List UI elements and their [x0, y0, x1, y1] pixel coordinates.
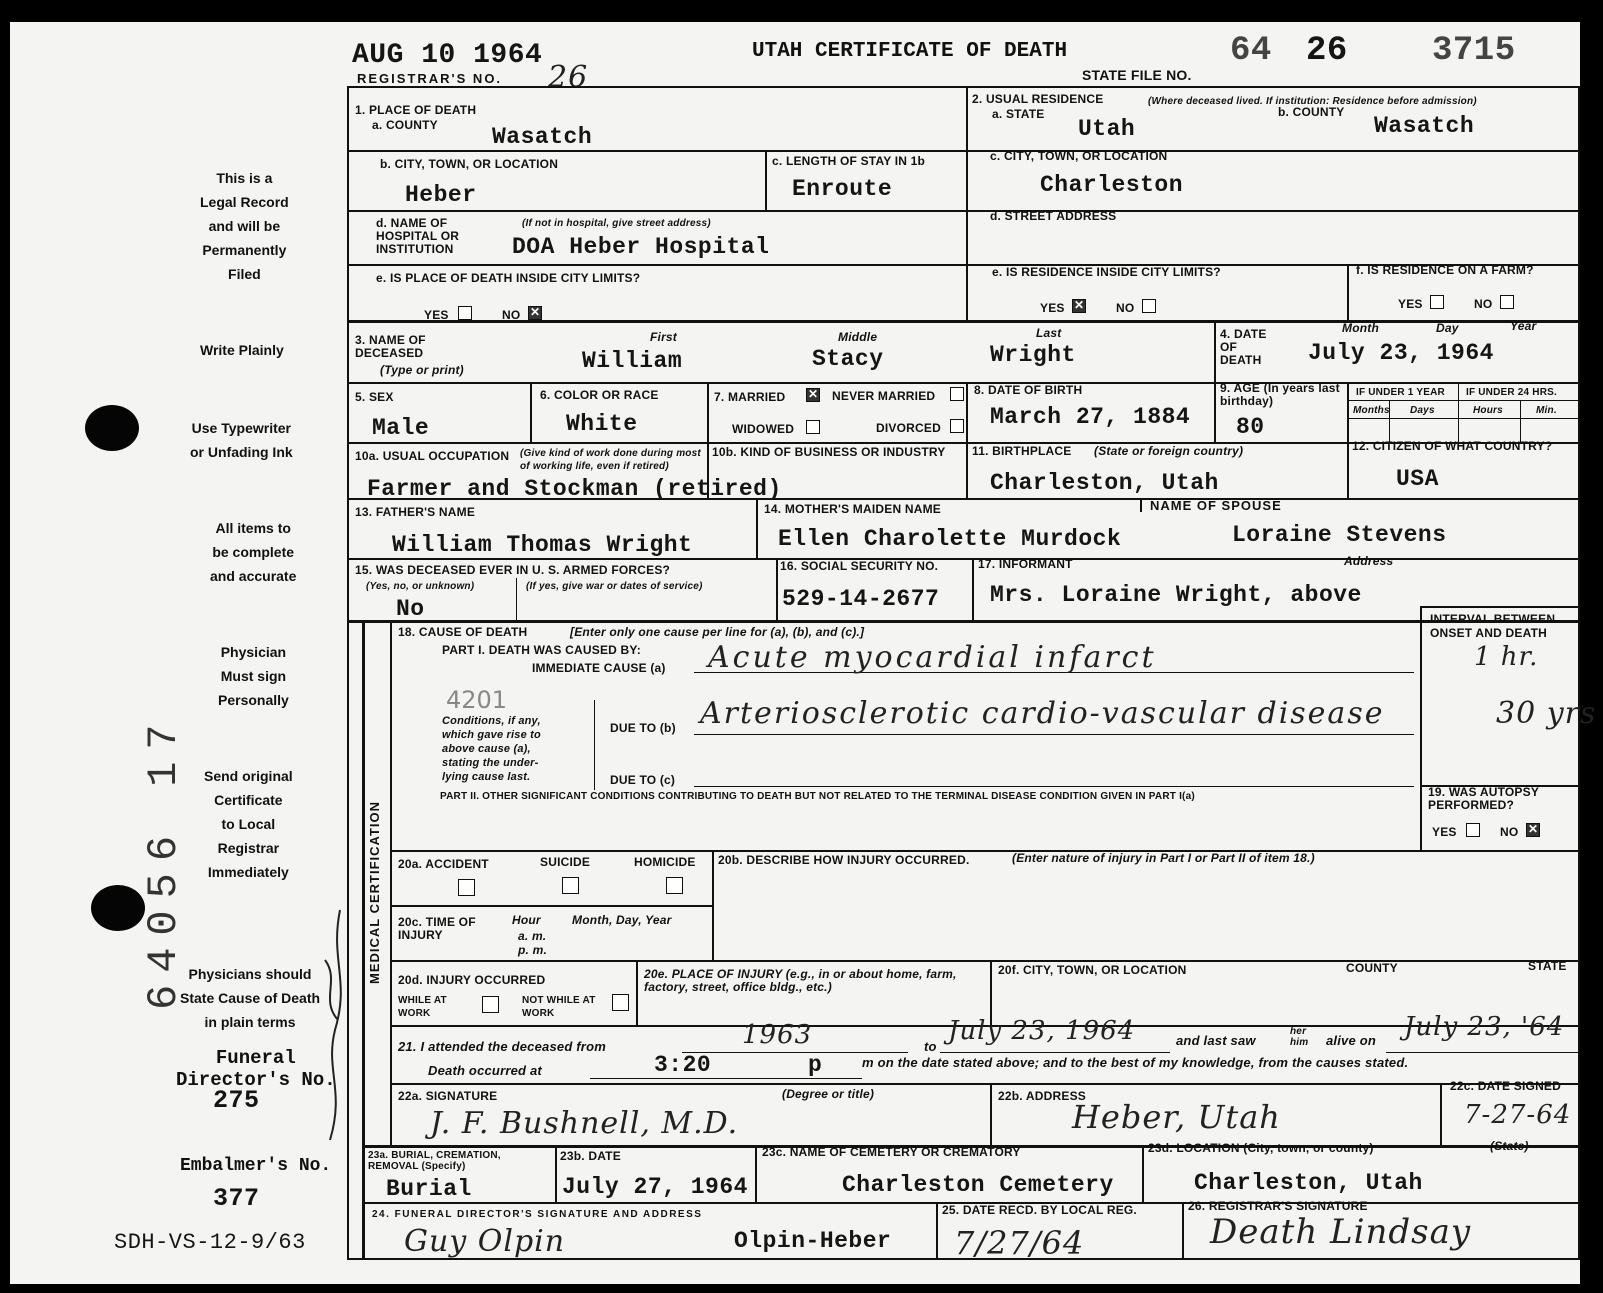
race-label: 6. COLOR OR RACE — [540, 388, 659, 402]
signature-label: 22a. SIGNATURE — [398, 1089, 498, 1103]
death-inside-city-label: e. IS PLACE OF DEATH INSIDE CITY LIMITS? — [376, 271, 641, 285]
spouse-label: NAME OF SPOUSE — [1150, 498, 1282, 513]
sidebar-legal-note: This is a Legal Record and will be Permanently Filed — [200, 170, 289, 282]
registrar-no-label: REGISTRAR'S NO. — [357, 71, 503, 86]
length-of-stay-label: c. LENGTH OF STAY IN 1b — [772, 154, 926, 168]
residence-hint: (Where deceased lived. If institution: Residence before admission) — [1148, 96, 1477, 107]
cemetery-name: Charleston Cemetery — [842, 1172, 1114, 1198]
attended-from: 1963 — [742, 1020, 813, 1050]
business-label: 10b. KIND OF BUSINESS OR INDUSTRY — [712, 445, 946, 459]
physician-signature: J. F. Bushnell, M.D. — [430, 1106, 739, 1141]
date-received: 7/27/64 — [954, 1224, 1085, 1262]
father-name: William Thomas Wright — [392, 532, 693, 558]
registrar-no-value: 26 — [548, 60, 589, 95]
divorced-checkbox[interactable] — [950, 419, 964, 433]
place-of-death-label: 1. PLACE OF DEATH — [355, 103, 477, 117]
funeral-home: Olpin-Heber — [734, 1228, 892, 1254]
funeral-director-signature: Guy Olpin — [404, 1224, 566, 1259]
sidebar-write-plainly: Write Plainly — [200, 342, 284, 358]
disposition-label: 23a. BURIAL, CREMATION, REMOVAL (Specify) — [368, 1150, 501, 1172]
how-injury-label: 20b. DESCRIBE HOW INJURY OCCURRED. — [718, 853, 970, 867]
sidebar-physician-sign: Physician Must sign Personally — [218, 644, 289, 708]
suicide-checkbox[interactable] — [562, 877, 579, 894]
residence-city: Charleston — [1040, 172, 1184, 198]
hospital-hint: (If not in hospital, give street address) — [522, 218, 711, 229]
death-time-ampm: p — [808, 1052, 823, 1078]
married-checkbox[interactable]: ✕ — [807, 387, 819, 401]
death-time: 3:20 — [654, 1052, 712, 1078]
last-seen-alive-date: July 23, '64 — [1404, 1012, 1565, 1042]
deceased-first-name: William — [582, 348, 683, 374]
father-label: 13. FATHER'S NAME — [355, 505, 476, 519]
residence-city-label: c. CITY, TOWN, OR LOCATION — [990, 149, 1168, 163]
birthplace-label: 11. BIRTHPLACE — [972, 444, 1072, 458]
sidebar-all-items: All items to be complete and accurate — [210, 520, 297, 584]
citizen-label: 12. CITIZEN OF WHAT COUNTRY? — [1352, 439, 1553, 453]
hospital-name: DOA Heber Hospital — [512, 234, 770, 260]
attended-text: 21. I attended the deceased from — [398, 1039, 606, 1054]
accident-checkbox[interactable] — [458, 879, 475, 896]
residence-county-label: b. COUNTY — [1278, 105, 1345, 119]
residence-county: Wasatch — [1374, 113, 1475, 139]
death-inside-city-yes-checkbox[interactable] — [458, 306, 472, 320]
physician-address: Heber, Utah — [1072, 1098, 1281, 1136]
death-city: Heber — [405, 182, 477, 208]
spouse-name: Loraine Stevens — [1232, 522, 1447, 548]
street-address-label: d. STREET ADDRESS — [990, 209, 1117, 223]
occupation-label: 10a. USUAL OCCUPATION — [355, 449, 510, 463]
autopsy-yes-checkbox[interactable] — [1466, 823, 1480, 837]
registrar-signature: Death Lindsay — [1210, 1212, 1472, 1252]
form-code: SDH-VS-12-9/63 — [114, 1230, 306, 1255]
sidebar-typewriter: Use Typewriter or Unfading Ink — [190, 420, 293, 460]
sex-value: Male — [372, 415, 430, 441]
residence-label: 2. USUAL RESIDENCE — [972, 92, 1104, 106]
death-inside-city-no-checkbox[interactable]: ✕ — [529, 305, 541, 319]
citizen-value: USA — [1396, 466, 1439, 492]
attended-to: July 23, 1964 — [948, 1016, 1136, 1046]
hospital-label: d. NAME OF HOSPITAL OR INSTITUTION — [376, 216, 460, 256]
sex-label: 5. SEX — [355, 390, 394, 404]
autopsy-no-checkbox[interactable]: ✕ — [1527, 822, 1539, 836]
state-file-no-part2: 26 — [1306, 32, 1348, 70]
date-of-death: July 23, 1964 — [1308, 340, 1494, 366]
funeral-director-no: 275 — [213, 1086, 260, 1115]
never-married-checkbox[interactable] — [950, 387, 964, 401]
informant-value: Mrs. Loraine Wright, above — [990, 582, 1362, 608]
dob-label: 8. DATE OF BIRTH — [974, 383, 1083, 397]
widowed-checkbox[interactable] — [806, 420, 820, 434]
farm-no-checkbox[interactable] — [1500, 295, 1514, 309]
residence-inside-city-no-checkbox[interactable] — [1142, 299, 1156, 313]
medical-certification-label: MEDICAL CERTIFICATION — [367, 800, 382, 984]
deceased-last-name: Wright — [990, 342, 1076, 368]
burial-location: Charleston, Utah — [1194, 1170, 1423, 1196]
death-county: Wasatch — [492, 124, 593, 150]
homicide-checkbox[interactable] — [666, 877, 683, 894]
part-two-label: PART II. OTHER SIGNIFICANT CONDITIONS CONTRIBUTING TO DEATH BUT NOT RELATED TO THE TERMINAL DISEASE CONDITION GIVEN IN PART I(a) — [440, 791, 1195, 802]
occupation-value: Farmer and Stockman (retired) — [367, 476, 782, 502]
state-file-label: STATE FILE NO. — [1082, 67, 1192, 83]
deceased-name-hint: (Type or print) — [380, 363, 464, 377]
interval-a: 1 hr. — [1474, 642, 1539, 672]
date-of-death-label: 4. DATE OF DEATH — [1220, 327, 1267, 367]
mother-label: 14. MOTHER'S MAIDEN NAME — [764, 502, 942, 516]
farm-label: f. IS RESIDENCE ON A FARM? — [1356, 263, 1534, 277]
funeral-director-label: Funeral Director's No. — [176, 1047, 336, 1091]
armed-forces-value: No — [396, 596, 425, 622]
mother-name: Ellen Charolette Murdock — [778, 526, 1122, 552]
sidebar-physicians-cause: Physicians should State Cause of Death in plain terms — [180, 966, 321, 1030]
embalmer-label: Embalmer's No. — [180, 1156, 332, 1176]
residence-state-label: a. STATE — [992, 107, 1045, 121]
stamp-date: AUG 10 1964 — [352, 40, 543, 71]
while-at-work-checkbox[interactable] — [482, 996, 499, 1013]
sidebar-send-original: Send original Certificate to Local Registrar Immediately — [204, 768, 293, 880]
age-label: 9. AGE (In years last birthday) — [1220, 381, 1340, 408]
punch-hole-bottom — [91, 885, 145, 931]
deceased-name-label: 3. NAME OF DECEASED — [355, 333, 426, 360]
state-file-no-part3: 3715 — [1432, 32, 1516, 70]
certificate-title: UTAH CERTIFICATE OF DEATH — [752, 40, 1068, 63]
armed-forces-label: 15. WAS DECEASED EVER IN U. S. ARMED FORCES? — [355, 563, 671, 577]
state-file-no-part1: 64 — [1230, 32, 1272, 70]
margin-signature — [300, 900, 362, 1150]
punch-hole-top — [85, 405, 139, 451]
autopsy-label: 19. WAS AUTOPSY PERFORMED? — [1428, 785, 1539, 812]
race-value: White — [566, 411, 638, 437]
death-city-label: b. CITY, TOWN, OR LOCATION — [380, 157, 559, 171]
death-county-label: a. COUNTY — [372, 118, 438, 132]
cause-code: 4201 — [446, 686, 508, 714]
embalmer-no: 377 — [213, 1184, 260, 1213]
length-of-stay: Enroute — [792, 176, 893, 202]
disposition-method: Burial — [386, 1176, 472, 1202]
vertical-serial-number: 64056 17 — [140, 712, 188, 1010]
immediate-cause: Acute myocardial infarct — [708, 640, 1157, 675]
not-while-at-work-checkbox[interactable] — [612, 994, 629, 1011]
age-value: 80 — [1236, 414, 1265, 440]
conditions-note: Conditions, if any, which gave rise to above cause (a), stating the under- lying cause last. — [442, 715, 541, 783]
date-signed: 7-27-64 — [1464, 1100, 1572, 1130]
cause-hint: [Enter only one cause per line for (a), (b), and (c).] — [570, 625, 865, 639]
birthplace-hint: (State or foreign country) — [1094, 444, 1244, 458]
residence-inside-city-yes-checkbox[interactable]: ✕ — [1073, 298, 1085, 312]
underlying-cause-b: Arteriosclerotic cardio-vascular disease — [700, 696, 1385, 731]
burial-date: July 27, 1964 — [562, 1174, 748, 1200]
ssn-label: 16. SOCIAL SECURITY NO. — [780, 559, 939, 573]
residence-inside-city-label: e. IS RESIDENCE INSIDE CITY LIMITS? — [992, 265, 1221, 279]
deceased-middle-name: Stacy — [812, 346, 884, 372]
cause-of-death-label: 18. CAUSE OF DEATH — [398, 625, 528, 639]
ssn-value: 529-14-2677 — [782, 586, 940, 612]
place-injury-label: 20e. PLACE OF INJURY (e.g., in or about home, farm, factory, street, office bldg., etc.) — [644, 967, 957, 994]
time-injury-label: 20c. TIME OF INJURY — [398, 915, 476, 942]
interval-b: 30 yrs — [1496, 696, 1597, 731]
residence-state: Utah — [1078, 116, 1136, 142]
farm-yes-checkbox[interactable] — [1430, 295, 1444, 309]
dob-value: March 27, 1884 — [990, 404, 1191, 430]
interval-label: INTERVAL BETWEEN ONSET AND DEATH — [1430, 612, 1556, 640]
informant-label: 17. INFORMANT — [978, 557, 1073, 571]
occupation-hint: (Give kind of work done during most of working life, even if retired) — [520, 448, 701, 472]
birthplace-value: Charleston, Utah — [990, 470, 1219, 496]
